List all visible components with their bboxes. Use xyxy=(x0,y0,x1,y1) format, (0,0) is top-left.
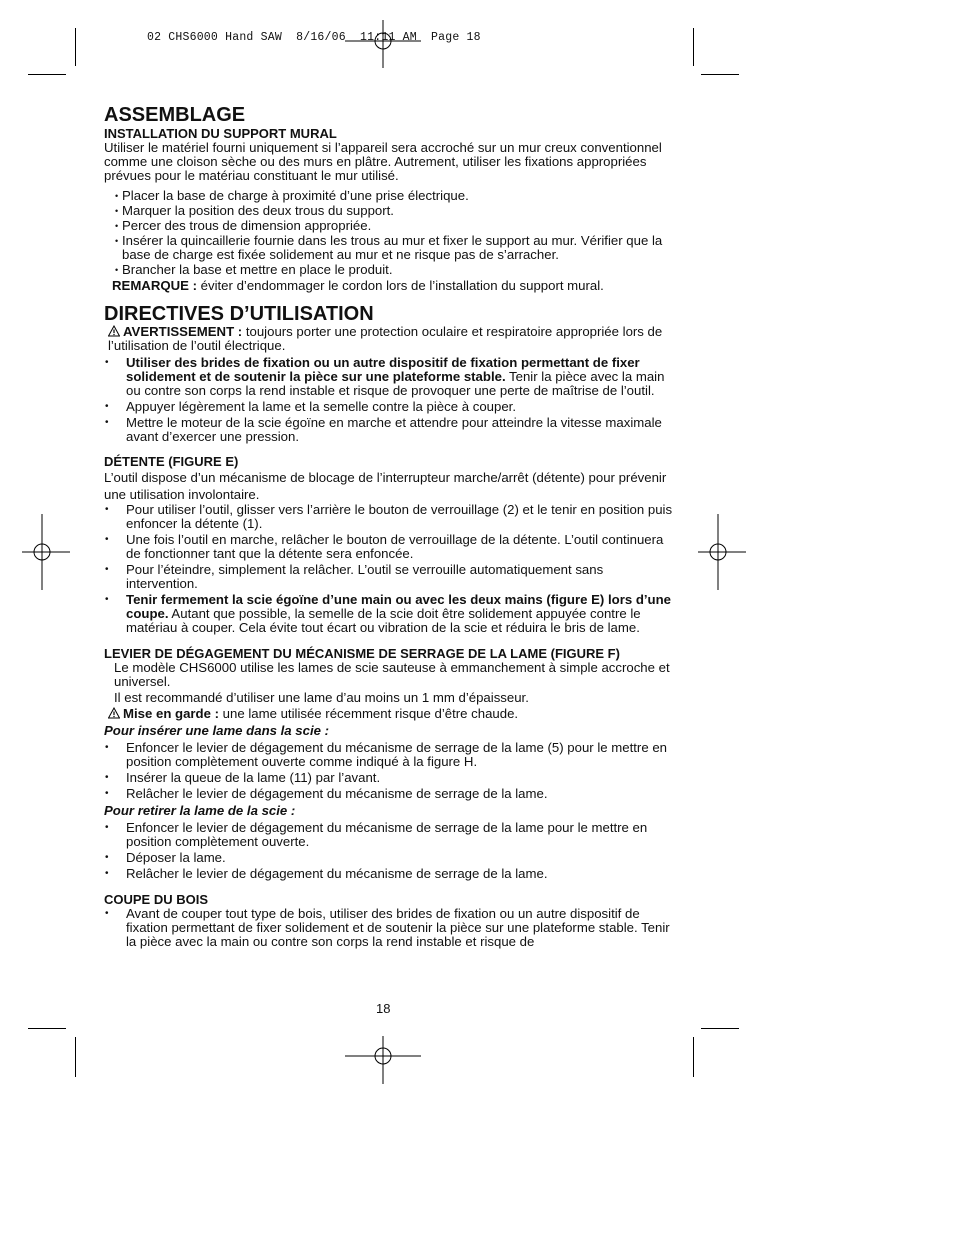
remove-list xyxy=(104,821,676,881)
assemblage-note xyxy=(104,279,676,293)
list-item: • Déposer la lame. xyxy=(104,851,676,865)
insert-list xyxy=(104,741,676,801)
section-title-assemblage: ASSEMBLAGE xyxy=(104,104,246,126)
list-item: • Pour utiliser l’outil, glisser vers l’arrière le bouton de verrouillage (2) et le tenir en position puis enfoncer la détente (1). xyxy=(104,503,676,531)
directives-list xyxy=(104,356,676,444)
caution-label: Mise en garde : xyxy=(123,706,220,721)
body-text: Tenir la pièce avec la main ou contre son corps la rend instable et risque de provoquer une perte de maîtrise de l’outil. xyxy=(126,369,665,398)
subsection-title-support-mural: INSTALLATION DU SUPPORT MURAL xyxy=(104,126,337,141)
list-item: • Relâcher le levier de dégagement du mécanisme de serrage de la lame. xyxy=(104,867,676,881)
print-slug: 02 CHS6000 Hand SAW 8/16/06 11:11 AM Page 18 xyxy=(147,31,481,44)
subsection-title-levier: LEVIER DE DÉGAGEMENT DU MÉCANISME DE SERRAGE DE LA LAME (FIGURE F) xyxy=(104,646,620,661)
assemblage-intro: Utiliser le matériel fourni uniquement si l’appareil sera accroché sur un mur creux conventionnel comme une cloison sèche ou des murs en plâtre. Autrement, utiliser les fixations appropriées prévues pour le matériau constituant le mur utilisé. xyxy=(104,140,662,183)
detente-list xyxy=(104,503,676,635)
list-item: • Insérer la quincaillerie fournie dans les trous au mur et fixer le support au mur. Vérifier que la base de charge est fixée solidement au mur et ne risque pas de s’arracher. xyxy=(104,234,676,262)
list-item xyxy=(104,356,676,398)
caution-text: une lame utilisée récemment risque d’être chaude. xyxy=(219,706,519,721)
assemblage-steps xyxy=(104,189,676,277)
list-item: • Insérer la queue de la lame (11) par l’avant. xyxy=(104,771,676,785)
coupe-list xyxy=(104,907,676,949)
list-item: • Mettre le moteur de la scie égoïne en marche et attendre pour atteindre la vitesse maximale avant d’exercer une pression. xyxy=(104,416,676,444)
subsection-title-coupe-du-bois: COUPE DU BOIS xyxy=(104,892,209,907)
warning-triangle-icon xyxy=(108,707,120,719)
list-item: • Avant de couper tout type de bois, utiliser des brides de fixation ou un autre dispositif de fixation permettant de fixer solidement et de soutenir la pièce sur une plateforme stable. Tenir la pièce avec la main ou contre son corps la rend instable et risque de xyxy=(104,907,676,949)
list-item: • Appuyer légèrement la lame et la semelle contre la pièce à couper. xyxy=(104,400,676,414)
note-text: éviter d’endommager le cordon lors de l’installation du support mural. xyxy=(197,278,604,293)
subsection-title-detente: DÉTENTE (FIGURE E) xyxy=(104,454,239,469)
registration-mark-left xyxy=(22,514,70,590)
page-number: 18 xyxy=(376,1001,391,1016)
warning-triangle-icon xyxy=(108,325,120,337)
section-title-directives: DIRECTIVES D’UTILISATION xyxy=(104,303,374,325)
list-item: • Enfoncer le levier de dégagement du mécanisme de serrage de la lame pour le mettre en position complètement ouverte. xyxy=(104,821,676,849)
manual-page xyxy=(104,104,676,949)
bold-text: Tenir fermement la scie égoïne d’une main ou avec les deux mains (figure E) lors d’une coupe. xyxy=(126,592,671,621)
warning-label: AVERTISSEMENT : xyxy=(123,324,243,339)
warning-text: toujours porter une protection oculaire et respiratoire appropriée lors de l’utilisation de l’outil électrique. xyxy=(108,324,663,353)
list-item: • Percer des trous de dimension appropriée. xyxy=(104,219,676,233)
list-item: • Marquer la position des deux trous du support. xyxy=(104,204,676,218)
list-item: • Placer la base de charge à proximité d’une prise électrique. xyxy=(104,189,676,203)
bold-text: Utiliser des brides de fixation ou un autre dispositif de fixation permettant de fixer solidement et de soutenir la pièce sur une plateforme stable. xyxy=(126,355,640,384)
list-item: • Brancher la base et mettre en place le produit. xyxy=(104,263,676,277)
levier-p1: Le modèle CHS6000 utilise les lames de scie sauteuse à emmanchement à simple accroche et universel. xyxy=(114,660,670,689)
insert-title: Pour insérer une lame dans la scie : xyxy=(104,723,330,738)
note-label: REMARQUE : xyxy=(112,278,197,293)
registration-mark-top xyxy=(345,20,421,68)
registration-mark-bottom xyxy=(345,1036,421,1084)
directives-warning xyxy=(104,325,676,353)
detente-intro: L’outil dispose d’un mécanisme de blocage de l’interrupteur marche/arrêt (détente) pour prévenir une utilisation involontaire. xyxy=(104,470,667,502)
list-item xyxy=(104,593,676,635)
remove-title: Pour retirer la lame de la scie : xyxy=(104,803,296,818)
levier-p2: Il est recommandé d’utiliser une lame d’au moins un 1 mm d’épaisseur. xyxy=(114,690,529,705)
registration-mark-right xyxy=(698,514,746,590)
list-item: • Pour l’éteindre, simplement la relâcher. L’outil se verrouille automatiquement sans intervention. xyxy=(104,563,676,591)
list-item: • Une fois l’outil en marche, relâcher le bouton de verrouillage de la détente. L’outil continuera de fonctionner tant que la détente sera enfoncée. xyxy=(104,533,676,561)
list-item: • Relâcher le levier de dégagement du mécanisme de serrage de la lame. xyxy=(104,787,676,801)
body-text: Autant que possible, la semelle de la scie doit être solidement appuyée contre le matériau à couper. Cela évite tout écart ou vibration de la scie et réduira le bris de lame. xyxy=(126,606,641,635)
levier-caution xyxy=(104,707,676,721)
list-item: • Enfoncer le levier de dégagement du mécanisme de serrage de la lame (5) pour le mettre en position complètement ouverte comme indiqué à la figure H. xyxy=(104,741,676,769)
